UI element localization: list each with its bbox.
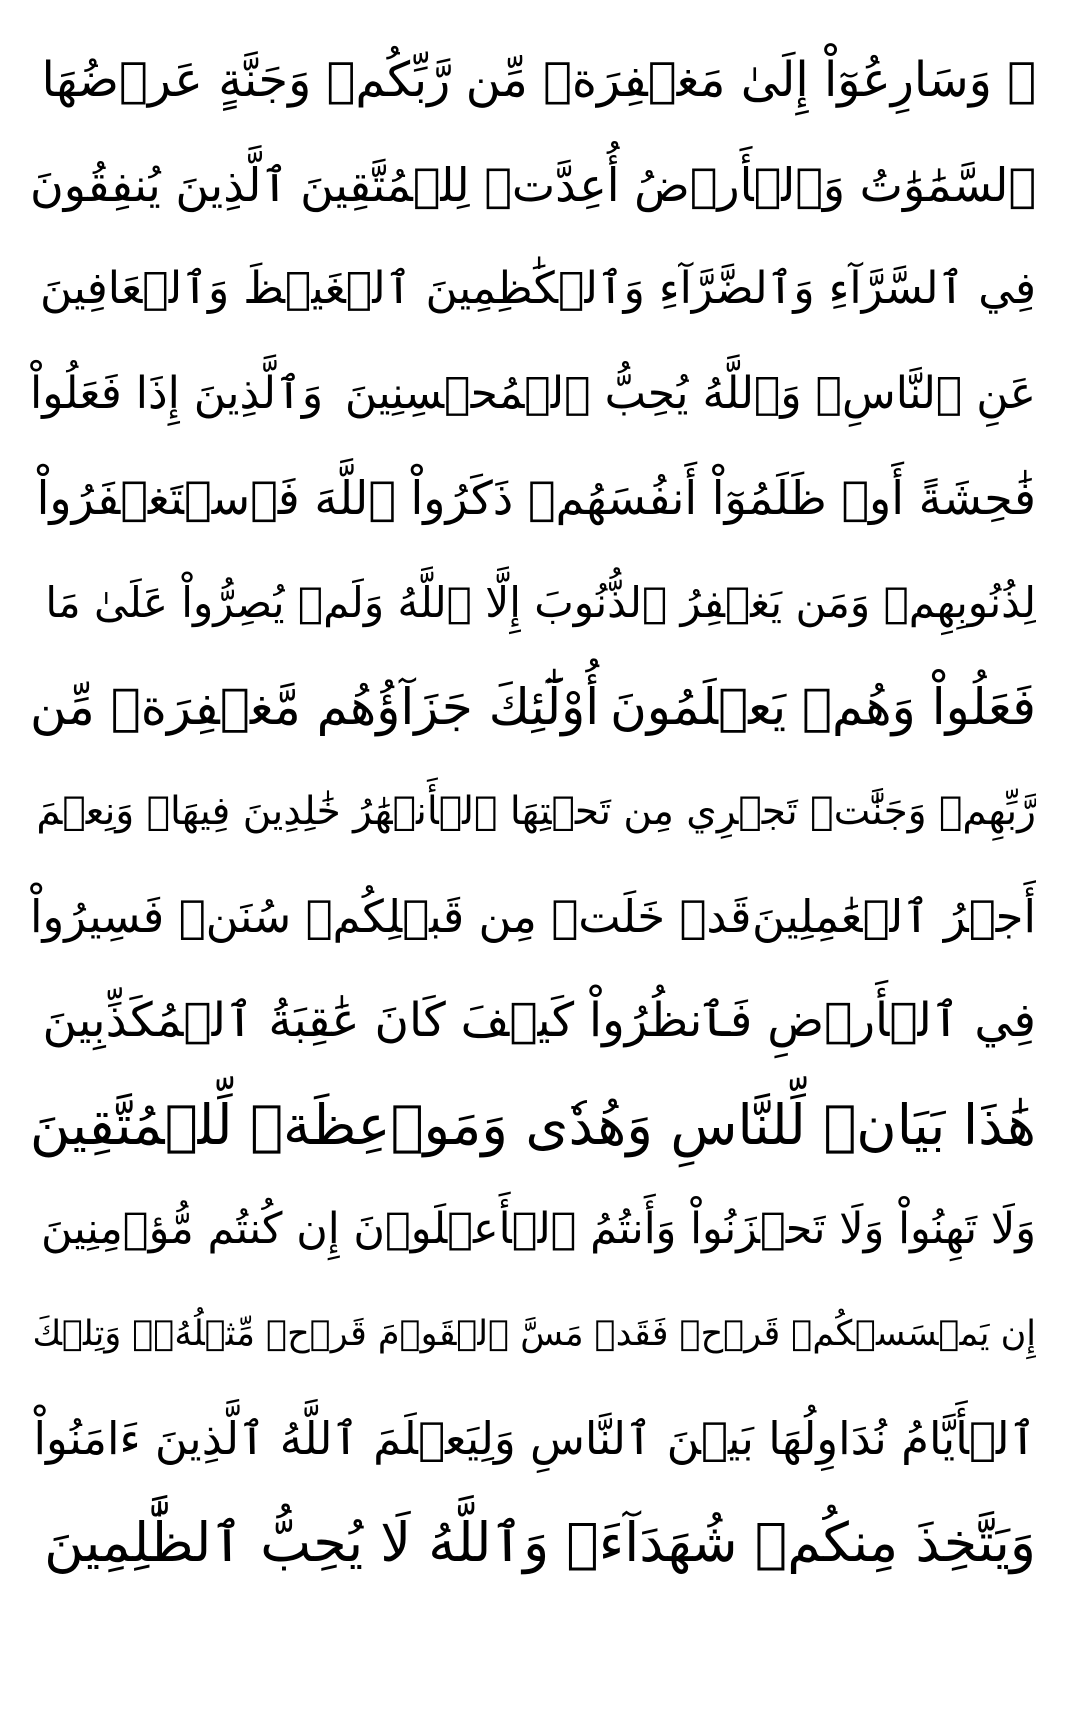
- text-line-2: [30, 133, 1036, 238]
- text-line-12: [30, 1178, 1036, 1283]
- line-9-text-a: أَجۡرُ ٱلۡعَٰمِلِينَ: [752, 889, 1036, 943]
- text-line-8: [30, 760, 1036, 865]
- text-line-4: [30, 342, 1036, 447]
- text-line-11: [30, 1073, 1036, 1178]
- line-9-text-b: قَدۡ خَلَتۡ مِن قَبۡلِكُمۡ سُنَنٞ فَسِيرُواْ: [30, 889, 752, 943]
- text-line-7: [30, 655, 1036, 760]
- line-15-text: وَيَتَّخِذَ مِنكُمۡ شُهَدَآءَۗ وَٱللَّهُ لَا يُحِبُّ ٱلظَّٰلِمِينَ: [44, 1511, 1036, 1575]
- line-7-text-a: فَعَلُواْ وَهُمۡ يَعۡلَمُونَ: [610, 678, 1036, 737]
- line-5-text: فَٰحِشَةً أَوۡ ظَلَمُوٓاْ أَنفُسَهُمۡ ذَكَرُواْ ٱللَّهَ فَٱسۡتَغۡفَرُواْ: [36, 471, 1036, 526]
- line-6-text: لِذُنُوبِهِمۡ وَمَن يَغۡفِرُ ٱلذُّنُوبَ إِلَّا ٱللَّهُ وَلَمۡ يُصِرُّواْ عَلَىٰ مَا: [45, 577, 1036, 627]
- text-line-1: [30, 28, 1036, 133]
- text-line-14: [30, 1387, 1036, 1492]
- line-2-text-b: ٱلَّذِينَ يُنفِقُونَ: [30, 157, 289, 212]
- text-line-9: [30, 864, 1036, 969]
- line-8-text: رَّبِّهِمۡ وَجَنَّٰتٞ تَجۡرِي مِن تَحۡتِهَا ٱلۡأَنۡهَٰرُ خَٰلِدِينَ فِيهَاۚ وَنِعۡمَ: [36, 789, 1036, 835]
- line-4-text-a: عَنِ ٱلنَّاسِۗ وَٱللَّهُ يُحِبُّ ٱلۡمُحۡسِنِينَ: [344, 367, 1036, 419]
- line-3-text: فِي ٱلسَّرَّآءِ وَٱلضَّرَّآءِ وَٱلۡكَٰظِمِينَ ٱلۡغَيۡظَ وَٱلۡعَافِينَ: [39, 263, 1036, 315]
- text-line-6: [30, 551, 1036, 656]
- text-line-5: [30, 446, 1036, 551]
- line-11-text: هَٰذَا بَيَانٞ لِّلنَّاسِ وَهُدٗى وَمَوۡعِظَةٞ لِّلۡمُتَّقِينَ: [30, 1092, 1036, 1157]
- text-line-15: [30, 1491, 1036, 1596]
- line-4-text-b: وَٱلَّذِينَ إِذَا فَعَلُواْ: [30, 367, 324, 419]
- line-2-text-a: ٱلسَّمَٰوَٰتُ وَٱلۡأَرۡضُ أُعِدَّتۡ لِلۡمُتَّقِينَ: [300, 157, 1036, 212]
- line-10-text: فِي ٱلۡأَرۡضِ فَٱنظُرُواْ كَيۡفَ كَانَ عَٰقِبَةُ ٱلۡمُكَذِّبِينَ: [42, 993, 1036, 1049]
- line-13-text: إِن يَمۡسَسۡكُمۡ قَرۡحٞ فَقَدۡ مَسَّ ٱلۡقَوۡمَ قَرۡحٞ مِّثۡلُهُۥۚ وَتِلۡكَ: [32, 1313, 1036, 1354]
- line-12-text: وَلَا تَهِنُواْ وَلَا تَحۡزَنُواْ وَأَنتُمُ ٱلۡأَعۡلَوۡنَ إِن كُنتُم مُّؤۡمِنِينَ: [41, 1204, 1036, 1255]
- text-line-3: [30, 237, 1036, 342]
- line-1-text: ۞ وَسَارِعُوٓاْ إِلَىٰ مَغۡفِرَةٖ مِّن رَّبِّكُمۡ وَجَنَّةٍ عَرۡضُهَا: [41, 52, 1036, 109]
- text-line-13: [30, 1282, 1036, 1387]
- line-14-text: ٱلۡأَيَّامُ نُدَاوِلُهَا بَيۡنَ ٱلنَّاسِ وَلِيَعۡلَمَ ٱللَّهُ ٱلَّذِينَ ءَامَنُواْ: [33, 1412, 1036, 1466]
- line-7-text-b: أُوْلَٰٓئِكَ جَزَآؤُهُم مَّغۡفِرَةٞ مِّن: [30, 678, 600, 737]
- text-line-10: [30, 969, 1036, 1074]
